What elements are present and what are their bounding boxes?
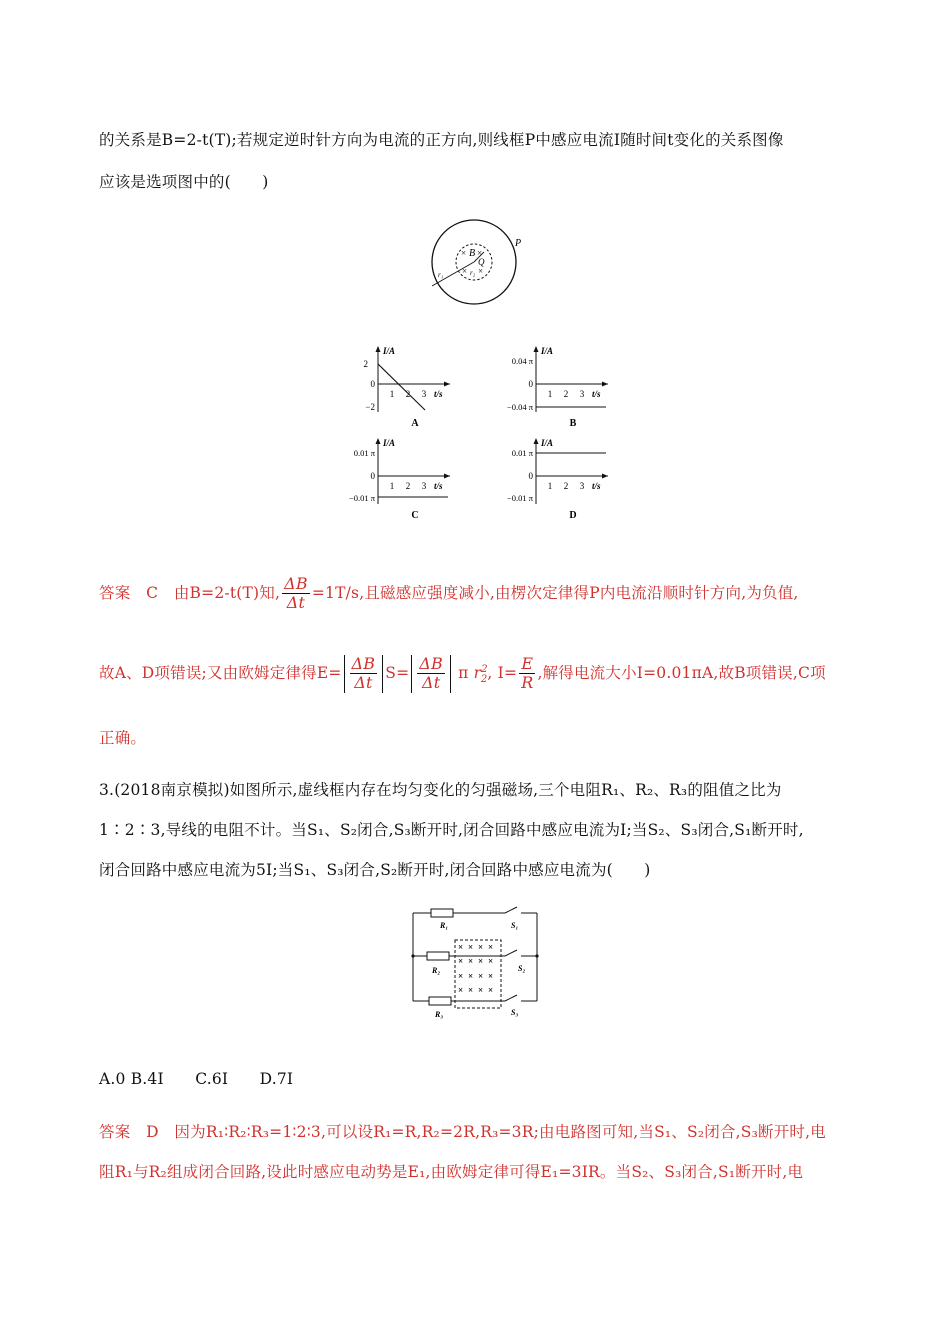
y-axis-label: I/A	[541, 346, 554, 356]
x-tick: 1	[389, 389, 395, 399]
resistor-R2	[427, 952, 449, 960]
label-B: B	[469, 248, 476, 259]
svg-text:×: ×	[468, 971, 474, 981]
junction-dot	[411, 954, 414, 957]
x-tick: 2	[563, 389, 569, 399]
question-text-line: 3.(2018南京模拟)如图所示,虚线框内存在均匀变化的匀强磁场,三个电阻R₁、R₂、R₃的阻值之比为	[99, 781, 782, 799]
svg-text:×: ×	[478, 985, 484, 995]
switch-S3	[505, 995, 517, 1001]
answer-line	[99, 575, 799, 613]
y-tick-zero: 0	[370, 471, 375, 481]
x-axis-label: t/s	[592, 481, 601, 491]
option-letter: D	[569, 510, 577, 521]
question-text-line: 应该是选项图中的( )	[99, 173, 269, 191]
answer-prefix: 答案 C 由B=2-t(T)知,	[99, 583, 281, 602]
answer-line: 故A、D项错误;又由欧姆定律得E= $\frac{\Delta B}{\Delta t}$ S= $\frac{\Delta B}{\Delta t}$ π $r^2_2$, I= $\frac{E}{R}$ ,解得电流大小I=0.01πA,故B项错误,C项	[99, 654, 826, 693]
graph-D	[507, 438, 608, 521]
x-tick: 2	[405, 481, 411, 491]
svg-text:×: ×	[478, 956, 484, 966]
svg-text:×: ×	[458, 971, 464, 981]
x-axis-label: t/s	[592, 389, 601, 399]
label-Q: Q	[478, 257, 485, 267]
switch-S2	[505, 950, 517, 956]
fraction-E-R: $\frac{E}{R}$	[521, 654, 534, 693]
answer-line: 阻R₁与R₂组成闭合回路,设此时感应电动势是E₁,由欧姆定律可得E₁=3IR。当S₂、S₃闭合,S₁断开时,电	[99, 1163, 804, 1181]
svg-text:×: ×	[458, 956, 464, 966]
label-S2: S₂	[518, 964, 526, 973]
label-R3: R₃	[435, 1010, 444, 1019]
x-tick: 1	[389, 481, 395, 491]
svg-text:×: ×	[468, 942, 474, 952]
graph-B	[507, 346, 608, 429]
y-axis-label: I/A	[383, 438, 396, 448]
svg-text:×: ×	[488, 985, 494, 995]
y-tick-bottom: −0.04 π	[506, 402, 533, 412]
graph-A	[364, 346, 451, 429]
y-tick-top: 2	[363, 359, 368, 369]
svg-text:×: ×	[458, 942, 464, 952]
answer-text: ,解得电流大小I=0.01πA,故B项错误,C项	[537, 663, 826, 682]
y-tick-zero: 0	[528, 379, 533, 389]
label-P: P	[515, 238, 522, 249]
label-r2: r₂	[470, 269, 476, 277]
x-axis-arrow	[444, 382, 450, 387]
y-axis-arrow	[534, 346, 539, 352]
x-axis-arrow	[602, 382, 608, 387]
x-tick: 3	[579, 389, 585, 399]
label-r1: r₁	[438, 271, 444, 279]
answer-text: 故A、D项错误;又由欧姆定律得E=	[99, 663, 342, 682]
y-axis-label: I/A	[383, 346, 396, 356]
option-letter: C	[411, 510, 419, 521]
circle-figure	[418, 214, 530, 314]
circuit-figure	[405, 905, 545, 1020]
x-tick: 1	[547, 481, 553, 491]
field-cross: ×	[462, 266, 468, 276]
x-axis-label: t/s	[434, 389, 443, 399]
answer-text: =1T/s,且磁感应强度减小,由楞次定律得P内电流沿顺时针方向,为负值,	[311, 583, 799, 602]
y-axis-arrow	[376, 346, 381, 352]
y-tick-top: 0.01 π	[353, 448, 375, 458]
y-axis-label: I/A	[541, 438, 554, 448]
option-graphs	[330, 340, 620, 530]
x-tick: 3	[421, 481, 427, 491]
y-tick-zero: 0	[528, 471, 533, 481]
current-line	[378, 364, 425, 410]
field-cross: ×	[478, 266, 484, 276]
svg-text:×: ×	[468, 985, 474, 995]
svg-text:×: ×	[478, 942, 484, 952]
answer-options: A.0 B.4I C.6I D.7I	[99, 1070, 294, 1088]
label-S3: S₃	[511, 1008, 519, 1017]
y-tick-bottom: −0.01 π	[348, 493, 375, 503]
y-tick-bottom: −0.01 π	[506, 493, 533, 503]
x-axis-arrow	[444, 474, 450, 479]
field-cross: ×	[461, 248, 467, 258]
field-cross: ×	[477, 248, 483, 258]
label-R1: R₁	[440, 921, 449, 930]
x-tick: 2	[405, 389, 411, 399]
resistor-R1	[431, 909, 453, 917]
junction-dot	[535, 954, 538, 957]
svg-text:×: ×	[468, 956, 474, 966]
switch-S1	[505, 907, 517, 913]
resistor-R3	[429, 997, 451, 1005]
x-tick: 3	[421, 389, 427, 399]
x-tick: 1	[547, 389, 553, 399]
y-tick-top: 0.04 π	[511, 356, 533, 366]
question-text-line: 闭合回路中感应电流为5I;当S₁、S₃闭合,S₂断开时,闭合回路中感应电流为( )	[99, 861, 651, 879]
x-axis-label: t/s	[434, 481, 443, 491]
y-tick-bottom: −2	[365, 402, 375, 412]
y-tick-zero: 0	[370, 379, 375, 389]
svg-text:×: ×	[488, 956, 494, 966]
abs-fraction: $\frac{\Delta B}{\Delta t}$	[411, 655, 451, 693]
x-axis-arrow	[602, 474, 608, 479]
svg-text:×: ×	[488, 971, 494, 981]
svg-text:×: ×	[458, 985, 464, 995]
x-tick: 2	[563, 481, 569, 491]
fraction-dB-dt: $\frac{\Delta B}{\Delta t}$	[284, 574, 308, 613]
svg-text:×: ×	[488, 942, 494, 952]
label-R2: R₂	[432, 966, 441, 975]
answer-line: 答案 D 因为R₁∶R₂∶R₃=1∶2∶3,可以设R₁=R,R₂=2R,R₃=3R;由电路图可知,当S₁、S₂闭合,S₃断开时,电	[99, 1123, 826, 1141]
answer-line: 正确。	[99, 729, 147, 747]
svg-text:×: ×	[478, 971, 484, 981]
question-text-line: 1∶2∶3,导线的电阻不计。当S₁、S₂闭合,S₃断开时,闭合回路中感应电流为I;当S₂、S₃闭合,S₁断开时,	[99, 821, 804, 839]
option-letter: B	[569, 418, 577, 429]
option-letter: A	[411, 418, 419, 429]
label-S1: S₁	[511, 921, 519, 930]
y-tick-top: 0.01 π	[511, 448, 533, 458]
question-text-line: 的关系是B=2-t(T);若规定逆时针方向为电流的正方向,则线框P中感应电流I随时间t变化的关系图像	[99, 131, 784, 149]
x-tick: 3	[579, 481, 585, 491]
abs-fraction: $\frac{\Delta B}{\Delta t}$	[344, 655, 384, 693]
y-axis-arrow	[376, 438, 381, 444]
graph-C	[349, 438, 450, 521]
field-crosses	[458, 942, 493, 995]
y-axis-arrow	[534, 438, 539, 444]
